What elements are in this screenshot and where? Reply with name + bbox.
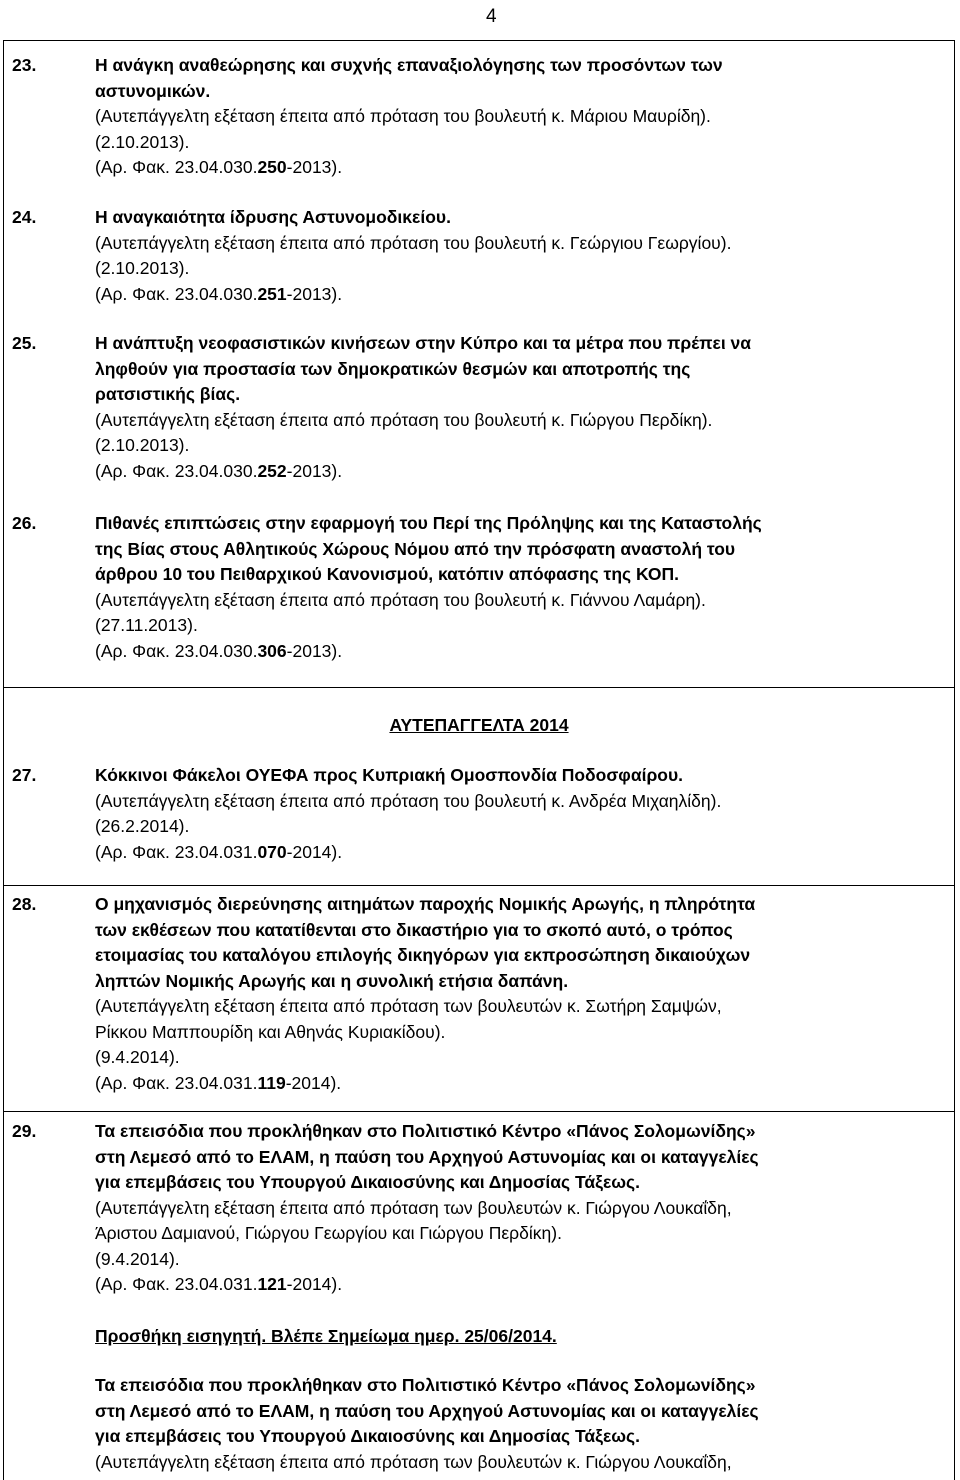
file-number: 306 — [257, 640, 287, 661]
file-prefix: (Αρ. Φακ. 23.04.031. — [95, 841, 258, 862]
file-prefix: (Αρ. Φακ. 23.04.030. — [95, 157, 258, 177]
file-number: 250 — [257, 157, 287, 177]
item-file-ref — [95, 840, 950, 866]
item-proposal: (Αυτεπάγγελτη εξέταση έπειτα από πρόταση του βουλευτή κ. Γεώργιου Γεωργίου). — [95, 232, 732, 253]
item-file-ref — [95, 1272, 950, 1298]
table-divider — [4, 885, 954, 886]
addendum-title-line: Τα επεισόδια που προκλήθηκαν στο Πολιτιστικό Κέντρο «Πάνος Σολομωνίδης» — [95, 1375, 756, 1395]
table-divider — [4, 1111, 954, 1112]
item-title-line: της Βίας στους Αθλητικούς Χώρους Νόμου από την πρόσφατη αναστολή του — [95, 538, 736, 559]
item-file-ref — [95, 639, 950, 665]
item-number: 25. — [12, 333, 37, 353]
item-proposal: (Αυτεπάγγελτη εξέταση έπειτα από πρόταση του βουλευτή κ. Μάριου Μαυρίδη). — [95, 106, 711, 126]
addendum — [95, 1373, 950, 1475]
item-date: (26.2.2014). — [95, 816, 190, 836]
file-prefix: (Αρ. Φακ. 23.04.031. — [95, 1274, 258, 1294]
file-suffix: -2013). — [286, 283, 343, 304]
item-title-line: Η αναγκαιότητα ίδρυσης Αστυνομοδικείου. — [95, 207, 451, 227]
item-date: (27.11.2013). — [95, 615, 198, 635]
file-prefix: (Αρ. Φακ. 23.04.031. — [95, 1072, 258, 1093]
item-file-ref — [95, 155, 950, 181]
item-title-line: ληφθούν για προστασία των δημοκρατικών θεσμών και αποτροπής της — [95, 358, 691, 379]
item-title-line: άρθρου 10 του Πειθαρχικού Κανονισμού, κατόπιν απόφασης της ΚΟΠ. — [95, 564, 679, 584]
item-date: (2.10.2013). — [95, 131, 190, 152]
item-title-line: ληπτών Νομικής Αρωγής και η συνολική ετήσια δαπάνη. — [95, 970, 569, 991]
file-suffix: -2013). — [286, 157, 343, 177]
item-number: 23. — [12, 55, 37, 75]
file-suffix: -2014). — [286, 1274, 343, 1294]
item-title-line: Πιθανές επιπτώσεις στην εφαρμογή του Περί της Πρόληψης και της Καταστολής — [95, 513, 762, 533]
item-proposal: (Αυτεπάγγελτη εξέταση έπειτα από πρόταση των βουλευτών κ. Σωτήρη Σαμψών, — [95, 996, 722, 1016]
file-prefix: (Αρ. Φακ. 23.04.030. — [95, 283, 258, 304]
file-number: 070 — [257, 841, 287, 862]
item-proposal: Άριστου Δαμιανού, Γιώργου Γεωργίου και Γιώργου Περδίκη). — [95, 1223, 562, 1243]
file-number: 251 — [257, 283, 287, 304]
item-file-ref — [95, 459, 950, 485]
item-title-line: Ο μηχανισμός διερεύνησης αιτημάτων παροχής Νομικής Αρωγής, η πληρότητα — [95, 894, 756, 914]
agenda-table — [3, 40, 955, 1480]
item-proposal: (Αυτεπάγγελτη εξέταση έπειτα από πρόταση του βουλευτή κ. Γιάννου Λαμάρη). — [95, 589, 706, 610]
item-proposal: (Αυτεπάγγελτη εξέταση έπειτα από πρόταση των βουλευτών κ. Γιώργου Λουκαΐδη, — [95, 1197, 732, 1218]
item-title-line: Κόκκινοι Φάκελοι ΟΥΕΦΑ προς Κυπριακή Ομοσπονδία Ποδοσφαίρου. — [95, 765, 684, 785]
item-title-line: Τα επεισόδια που προκλήθηκαν στο Πολιτιστικό Κέντρο «Πάνος Σολομωνίδης» — [95, 1121, 756, 1141]
addendum-title-line: στη Λεμεσό από το ΕΛΑΜ, η παύση του Αρχηγού Αστυνομίας και οι καταγγελίες — [95, 1400, 759, 1421]
item-title-line: Η ανάγκη αναθεώρησης και συχνής επαναξιολόγησης των προσόντων των — [95, 55, 723, 75]
item-proposal: (Αυτεπάγγελτη εξέταση έπειτα από πρόταση του βουλευτή κ. Ανδρέα Μιχαηλίδη). — [95, 790, 722, 811]
item-number: 26. — [12, 513, 37, 533]
item-title-line: ρατσιστικής βίας. — [95, 384, 241, 404]
item-title-line: Η ανάπτυξη νεοφασιστικών κινήσεων στην Κύπρο και τα μέτρα που πρέπει να — [95, 333, 752, 353]
item-date: (9.4.2014). — [95, 1248, 180, 1269]
item-title-line: για επεμβάσεις του Υπουργού Δικαιοσύνης και Δημοσίας Τάξεως. — [95, 1172, 641, 1192]
item-title-line: ετοιμασίας του καταλόγου επιλογής δικηγόρων για εκπροσώπηση δικαιούχων — [95, 945, 751, 965]
file-number: 119 — [257, 1072, 286, 1093]
file-number: 252 — [257, 460, 287, 481]
item-title-line: των εκθέσεων που κατατίθενται στο δικαστήριο για το σκοπό αυτό, ο τρόπος — [95, 919, 733, 940]
table-divider — [4, 687, 954, 688]
file-suffix: -2013). — [286, 640, 343, 661]
item-file-ref — [95, 1071, 950, 1097]
item-number: 27. — [12, 765, 37, 785]
item-proposal: (Αυτεπάγγελτη εξέταση έπειτα από πρόταση του βουλευτή κ. Γιώργου Περδίκη). — [95, 409, 713, 430]
item-title-line: αστυνομικών. — [95, 80, 211, 101]
file-suffix: -2014). — [285, 1072, 342, 1093]
item-proposal: Ρίκκου Μαππουρίδη και Αθηνάς Κυριακίδου). — [95, 1021, 446, 1042]
file-prefix: (Αρ. Φακ. 23.04.030. — [95, 640, 258, 661]
item-number: 29. — [12, 1121, 37, 1141]
file-suffix: -2014). — [286, 841, 343, 862]
addendum-title-line: για επεμβάσεις του Υπουργού Δικαιοσύνης και Δημοσίας Τάξεως. — [95, 1426, 641, 1446]
page-number: 4 — [486, 6, 497, 27]
item-title-line: στη Λεμεσό από το ΕΛΑΜ, η παύση του Αρχηγού Αστυνομίας και οι καταγγελίες — [95, 1146, 759, 1167]
item-date: (9.4.2014). — [95, 1047, 180, 1067]
item-date: (2.10.2013). — [95, 258, 190, 278]
addendum-proposal: (Αυτεπάγγελτη εξέταση έπειτα από πρόταση των βουλευτών κ. Γιώργου Λουκαΐδη, — [95, 1451, 732, 1472]
file-suffix: -2013). — [286, 460, 343, 481]
item-number: 28. — [12, 894, 37, 914]
item-file-ref — [95, 282, 950, 308]
section-heading: ΑΥΤΕΠΑΓΓΕΛΤΑ 2014 — [389, 715, 569, 735]
item-number: 24. — [12, 207, 37, 227]
file-prefix: (Αρ. Φακ. 23.04.030. — [95, 460, 258, 481]
file-number: 121 — [257, 1274, 287, 1294]
rapporteur-note: Προσθήκη εισηγητή. Βλέπε Σημείωμα ημερ. 25/06/2014. — [95, 1325, 557, 1346]
item-date: (2.10.2013). — [95, 435, 190, 455]
